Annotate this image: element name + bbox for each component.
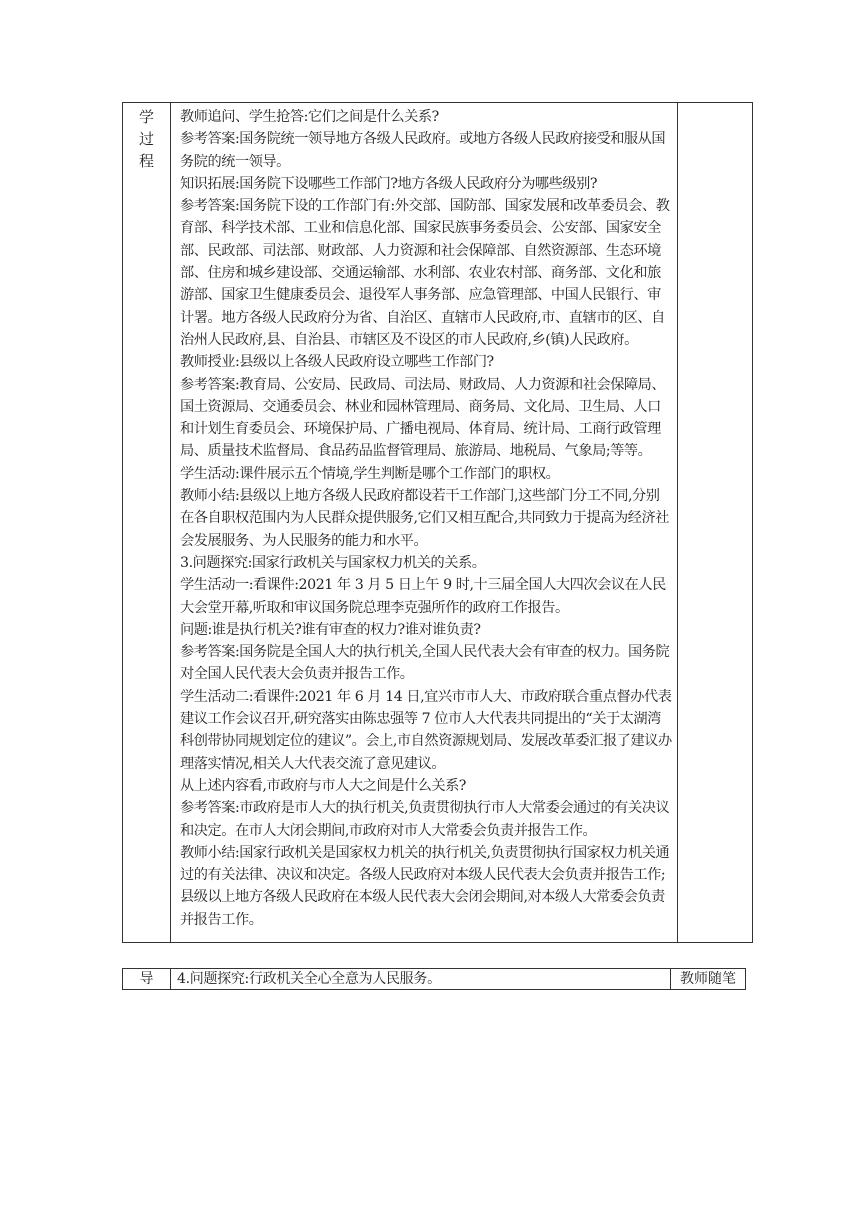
section-label-char: 程 [138, 152, 154, 170]
lesson-content-cell [171, 103, 678, 943]
section-label-cell [123, 103, 171, 943]
problem-inquiry: 4.问题探究:行政机关全心全意为人民服务。 [171, 969, 671, 990]
teacher-notes-cell [678, 103, 753, 943]
reference-answer: 参考答案:市政府是市人大的执行机关,负责贯彻执行市人大常委会通过的有关决议和决定。在市人大闭会期间,市政府对市人大常委会负责并报告工作。 [180, 800, 670, 839]
knowledge-extension: 知识拓展:国务院下设哪些工作部门?地方各级人民政府分为哪些级别? [180, 175, 598, 192]
student-activity: 学生活动:课件展示五个情境,学生判断是哪个工作部门的职权。 [180, 465, 560, 482]
reference-answer: 参考答案:国务院是全国人大的执行机关,全国人民代表大会有审查的权力。国务院对全国人民代表大会负责并报告工作。 [180, 644, 670, 683]
teacher-notes-label: 教师随笔 [671, 969, 746, 990]
teacher-summary: 教师小结:县级以上地方各级人民政府都设若干工作部门,这些部门分工不同,分别在各自职权范围内为人民群众提供服务,它们又相互配合,共同致力于提高为经济社会发展服务、为人民服务的能力和水平。 [180, 488, 669, 549]
problem-inquiry: 3.问题探究:国家行政机关与国家权力机关的关系。 [180, 554, 486, 571]
reference-answer: 参考答案:国务院下设的工作部门有:外交部、国防部、国家发展和改革委员会、教育部、科学技术部、工业和信息化部、国家民族事务委员会、公安部、国家安全部、民政部、司法部、财政部、人力资源和社会保障部、自然资源部、生态环境部、住房和城乡建设部、交通运输部、水利部、农业农村部、商务部、文化和旅游部、国家卫生健康委员会、退役军人事务部、应急管理部、中国人民银行、审计署。地方各级人民政府分为省、自治区、直辖市人民政府,市、直辖市的区、自治州人民政府,县、自治县、市辖区及不设区的市人民政府,乡(镇)人民政府。 [180, 198, 670, 348]
reference-answer: 参考答案:教育局、公安局、民政局、司法局、财政局、人力资源和社会保障局、国土资源局、交通委员会、林业和园林管理局、商务局、文化局、卫生局、人口和计划生育委员会、环境保护局、广播电视局、体育局、统计局、工商行政管理局、质量技术监督局、食品药品监督管理局、旅游局、地税局、气象局;等等。 [180, 376, 666, 460]
section-label-cell: 导 [123, 969, 171, 990]
lesson-guide-table [122, 968, 746, 990]
section-label-char: 学 [138, 108, 154, 126]
question: 从上述内容看,市政府与市人大之间是什么关系? [180, 777, 466, 794]
teacher-instruction: 教师授业:县级以上各级人民政府设立哪些工作部门? [180, 354, 494, 371]
table-row [123, 969, 746, 990]
lesson-process-table [122, 102, 753, 943]
section-label-char: 过 [138, 130, 154, 148]
reference-answer: 参考答案:国务院统一领导地方各级人民政府。或地方各级人民政府接受和服从国务院的统一领导。 [180, 131, 666, 170]
student-activity: 学生活动二:看课件:2021 年 6 月 14 日,宜兴市市人大、市政府联合重点督办代表建议工作会议召开,研究落实由陈忠强等 7 位市人大代表共同提出的“关于太湖湾科创带协同规划定位的建议”。会上,市自然资源规划局、发展改革委汇报了建议办理落实情况,相关人大代表交流了意见建议。 [180, 688, 672, 772]
table-row [123, 103, 753, 943]
teacher-question: 教师追问、学生抢答:它们之间是什么关系? [180, 109, 439, 125]
teacher-summary: 教师小结:国家行政机关是国家权力机关的执行机关,负责贯彻执行国家权力机关通过的有关法律、决议和决定。各级人民政府对本级人民代表大会负责并报告工作;县级以上地方各级人民政府在本级人民代表大会闭会期间,对本级人大常委会负责并报告工作。 [180, 844, 670, 928]
question: 问题:谁是执行机关?谁有审查的权力?谁对谁负责? [180, 621, 481, 638]
student-activity: 学生活动一:看课件:2021 年 3 月 5 日上午 9 时,十三届全国人大四次会议在人民大会堂开幕,听取和审议国务院总理李克强所作的政府工作报告。 [180, 577, 666, 616]
